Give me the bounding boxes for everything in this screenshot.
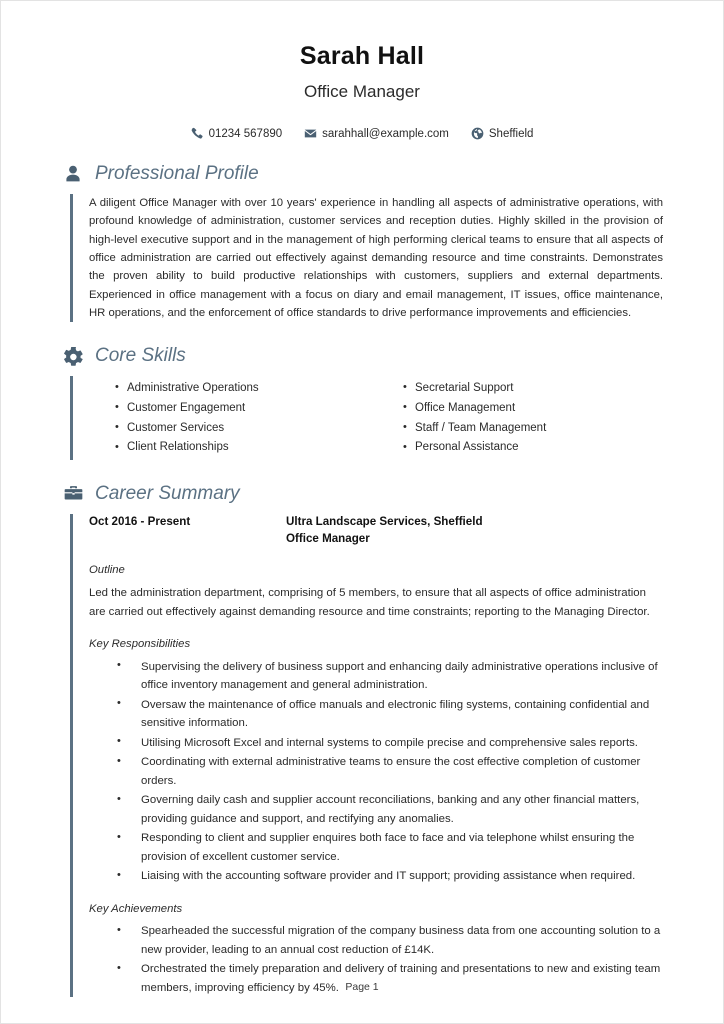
job-meta [286,514,483,548]
section-title-profile: Professional Profile [95,163,259,185]
skills-list-right [377,379,665,458]
responsibility-item: • Responding to client and supplier enquires both face to face and via telephone whilst ensuring the provision of excellent customer service. [141,829,665,866]
contact-location-text: Sheffield [488,127,534,140]
section-header-career [63,482,665,506]
outline-label: Outline [89,564,125,577]
section-career-summary [59,482,665,997]
achievement-item: • Spearheaded the successful migration of the company business data from one accounting solution to a new provider, leading to an annual cost reduction of £14K. [141,922,665,959]
profile-text: A diligent Office Manager with over 10 years' experience in handling all aspects of administrative operations, with profound knowledge of administration, customer services and reception duties. Highly skilled in the provision of high-level executive support and in the management of high performing clerical teams to ensure that all aspects of office administration are carried out effectively against demanding resource and time constraints. Demonstrates the proven ability to build productive relationships with customers, suppliers and external departments. Experienced in office management with a focus on diary and email management, IT issues, office maintenance, HR operations, and the enforcement of office standards to drive performance improvements and efficiencies. [89,197,663,319]
user-icon [63,164,83,184]
skills-columns [89,376,665,460]
skill-item: • Staff / Team Management [415,419,665,439]
responsibilities-label: Key Responsibilities [89,638,191,651]
contact-phone-text: 01234 567890 [208,127,283,140]
envelope-icon [304,127,317,140]
responsibilities-list [89,658,665,886]
skill-item: • Client Relationships [127,438,377,458]
skill-item: • Customer Services [127,419,377,439]
skills-column-left [89,379,377,458]
section-core-skills [59,344,665,460]
job-dates: Oct 2016 - Present [89,514,191,528]
phone-icon [191,127,204,140]
contact-location[interactable] [471,127,534,140]
responsibility-item: • Supervising the delivery of business support and enhancing daily administrative operations inclusive of office inventory management and general administration. [141,658,665,695]
outline-text: Led the administration department, comprising of 5 members, to ensure that all aspects of office administration are carried out effectively against demanding resource and time constraints; reporting to the Managing Director. [89,587,650,618]
skill-item: • Office Management [415,399,665,419]
responsibility-item: • Governing daily cash and supplier account reconciliations, banking and any other financial matters, providing guidance and support, and rectifying any anomalies. [141,791,665,828]
career-body [59,514,665,997]
responsibility-item: • Coordinating with external administrative teams to ensure the cost effective completion of customer orders. [141,753,665,790]
achievement-item: • Orchestrated the timely preparation and delivery of training and presentations to new and existing team members, improving efficiency by 45%. [141,960,665,997]
skill-item: • Secretarial Support [415,379,665,399]
candidate-name: Sarah Hall [299,42,425,70]
profile-body [59,194,665,322]
section-header-core-skills [63,344,665,368]
job-title: Office Manager [286,531,370,545]
skill-item: • Customer Engagement [127,399,377,419]
section-header-profile [63,162,665,186]
contact-bar [59,127,665,140]
responsibility-item: • Utilising Microsoft Excel and internal systems to compile precise and comprehensive sales reports. [141,734,665,752]
section-title-career: Career Summary [95,483,240,505]
section-professional-profile [59,162,665,322]
core-skills-body [59,376,665,460]
skill-item: • Administrative Operations [127,379,377,399]
candidate-role: Office Manager [304,82,420,101]
job-company: Ultra Landscape Services, Sheffield [286,514,483,528]
skills-list-left [89,379,377,458]
gear-icon [63,346,83,366]
responsibility-item: • Liaising with the accounting software provider and IT support; providing assistance when required. [141,867,665,885]
contact-email[interactable] [304,127,449,140]
resume-content [1,1,723,997]
skill-item: • Personal Assistance [415,438,665,458]
achievements-label: Key Achievements [89,902,183,915]
section-title-core-skills: Core Skills [95,345,186,367]
job-header [89,514,665,548]
responsibility-item: • Oversaw the maintenance of office manuals and electronic filing systems, containing confidential and sensitive information. [141,696,665,733]
skills-column-right [377,379,665,458]
contact-email-text: sarahhall@example.com [322,127,449,140]
job-entry [89,514,665,997]
briefcase-icon [63,484,83,504]
contact-phone[interactable] [191,127,283,140]
globe-icon [471,127,484,140]
page-footer: Page 1 [345,981,379,993]
